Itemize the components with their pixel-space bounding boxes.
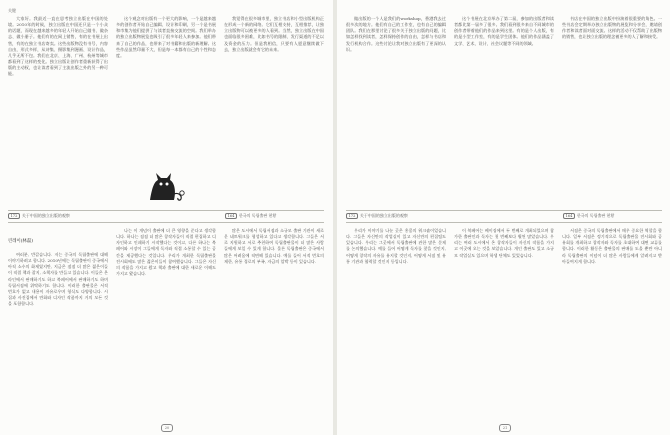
- right-page: [337, 0, 670, 435]
- korean-column-5: 이 북페어는 베이징에서 두 번째로 개최되었으며 참가한 출판인과 독자는 첫 번째보다 훨씬 많았습니다. 우리는 여러 도시에서 온 창작자들이 자신의 작품을 가지고 이곳에 오는 것을 보았습니다. 개인 출판도 있고 소규모 작업실도 있으며 학생 단체도 있었습니다.: [454, 228, 554, 258]
- caption-left: 172 关于中国的独立出版的观察: [8, 213, 70, 219]
- korean-column-1: 여러분, 반갑습니다. 저는 중국의 독립출판에 대해 이야기하려고 합니다. 2010년에는 독립출판이 중국에서 아직 소수의 화제였지만, 지금은 점점 더 많은 젊은이들이 직접 책과 잡지, 소책자를 만들고 있습니다. 이들은 온라인에서 판매하기도 하고 북페어에서 판매하기도 하며 독립서점에 위탁하기도 합니다. 이러한 출판물은 서적 번호가 없고 내용이 자유로우며 형식도 다양합니다. 시집과 사진집에서 만화와 디자인 작품까지 거의 모든 것을 포함합니다.: [8, 252, 108, 307]
- running-header: 关键: [8, 8, 16, 13]
- chinese-column-3: 我觉得在很多城市里，独立书店和小型出版机构正在形成一个新的网络。它们互相支持，互相推荐，让独立出版物可以被更多的人看到。当然，独立出版在中国也面临很多困难，比如书号的限制、发行渠道的不足以及资金的压力。但是我相信，只要有人愿意继续做下去，独立出版就会有它的未来。: [224, 16, 324, 52]
- korean-section-title: 린레이(林磊): [8, 239, 33, 244]
- divider-upper-right: [346, 210, 662, 211]
- chinese-column-2: 这个观念对出版有一个更大的影响，一个是越来越多的创作者开始自己编辑、设计和印刷，另一个是书展和市集为他们提供了与读者直接交流的空间。我们举办的独立出版物展览也吸引了很多年轻人来参加。他们带来了自己的作品，也带来了对书籍和出版的新理解。这些作品虽然印量不大，但是每一本都有自己的个性和态度。: [116, 16, 216, 58]
- divider-lower: [8, 222, 324, 223]
- chinese-column-4: 做出版的一个人是我们的workshop，香港我去过很多次的地方。他们有自己的工作室，也有自己的编辑团队。我们在那里讨论了很多关于独立出版的问题，比如怎样找到读者，怎样保持创作的自由，怎样与书店和发行机构合作。这些讨论让我对独立出版有了更深的认识。: [346, 16, 446, 52]
- divider-lower-right: [346, 222, 662, 223]
- korean-column-4: 우리가 이야기를 나눈 곳은 홍콩의 워크숍이었습니다. 그들은 자신만의 작업실이 있고 자신만의 편집팀도 있습니다. 우리는 그곳에서 독립출판에 관한 많은 문제를 논의했습니다. 예를 들어 어떻게 독자를 찾을 것인지, 어떻게 창작의 자유를 유지할 것인지, 어떻게 서점 및 유통 기관과 협력할 것인지 등입니다.: [346, 228, 446, 264]
- left-page: [0, 0, 333, 435]
- cat-illustration: [148, 170, 188, 202]
- page-number-right: 21: [499, 424, 511, 432]
- divider-upper: [8, 210, 324, 211]
- korean-column-6: 서점은 중국의 독립출판에서 매우 중요한 역할을 합니다. 일부 서점은 정기적으로 독립출판물 전시회와 공유회를 개최하고 창작자와 독자를 초대하여 대면 교류를 합니다. 이러한 활동은 출판물의 판매를 도울 뿐만 아니라 독립출판의 이념이 더 많은 사람들에게 알려지고 받아들여지게 합니다.: [562, 228, 662, 264]
- chinese-column-5: 这个书展在北京举办了第二届，参加的出版者和读者都比第一届多了很多。我们看到很多来自不同城市的创作者带着他们的作品来到这里。有的是个人出版，有的是小型工作室，有的是学生团体。他们的作品涵盖了文学、艺术、设计、社会议题等不同的领域。: [454, 16, 554, 46]
- chinese-column-6: 书店在中国的独立出版中扮演着很重要的角色。一些书店会定期举办独立出版物的展览和分享会，邀请创作者和读者面对面交流。这样的活动不仅帮助了出版物的销售，也让独立出版的理念被更多的人了解和接受。: [562, 16, 662, 40]
- korean-column-2: 나는 이 개념이 출판에 더 큰 영향을 준다고 생각합니다. 하나는 점점 더 많은 창작자들이 직접 편집하고 디자인하고 인쇄하기 시작했다는 것이고, 다른 하나는 북페어와 시장이 그들에게 독자와 직접 소통할 수 있는 공간을 제공했다는 것입니다. 우리가 개최한 독립출판물 전시회에도 많은 젊은이들이 참여했습니다. 그들은 자신의 작품을 가지고 왔고 책과 출판에 대한 새로운 이해도 가지고 왔습니다.: [116, 228, 216, 277]
- caption-mid: 164 한국의 독립출판 현황: [225, 213, 276, 219]
- korean-column-3: 많은 도시에서 독립서점과 소규모 출판 기관이 새로운 네트워크를 형성하고 있다고 생각합니다. 그들은 서로 지원하고 서로 추천하여 독립출판물이 더 많은 사람들에게 보일 수 있게 합니다. 물론 독립출판은 중국에서 많은 어려움에 직면해 있습니다. 예를 들어 서적 번호의 제한, 유통 경로의 부족, 자금의 압박 등이 있습니다.: [224, 228, 324, 264]
- chinese-column-1: 大家好。我最近一直在思考独立出版在中国的处境。2010年的时候，独立出版在中国还只是一个小众的话题，而现在越来越多的年轻人开始自己做书、做杂志、做小册子。他们有的在网上销售，有的在书展上出售，有的在独立书店寄卖。这些出版物没有书号，内容自由，形式多样，从诗集、摄影集到漫画、设计作品，几乎无所不包。我们在北京、上海、广州、杭州等城市都看到了这样的变化。独立出版让创作者重新获得了出版的主动权，也让读者看到了主流出版之外的另一种可能。: [8, 16, 108, 77]
- caption-right-2: 164 한국의 독립출판 현황: [563, 213, 614, 219]
- caption-right-1: 172 关于中国的独立出版的观察: [346, 213, 408, 219]
- page-number-left: 20: [161, 424, 173, 432]
